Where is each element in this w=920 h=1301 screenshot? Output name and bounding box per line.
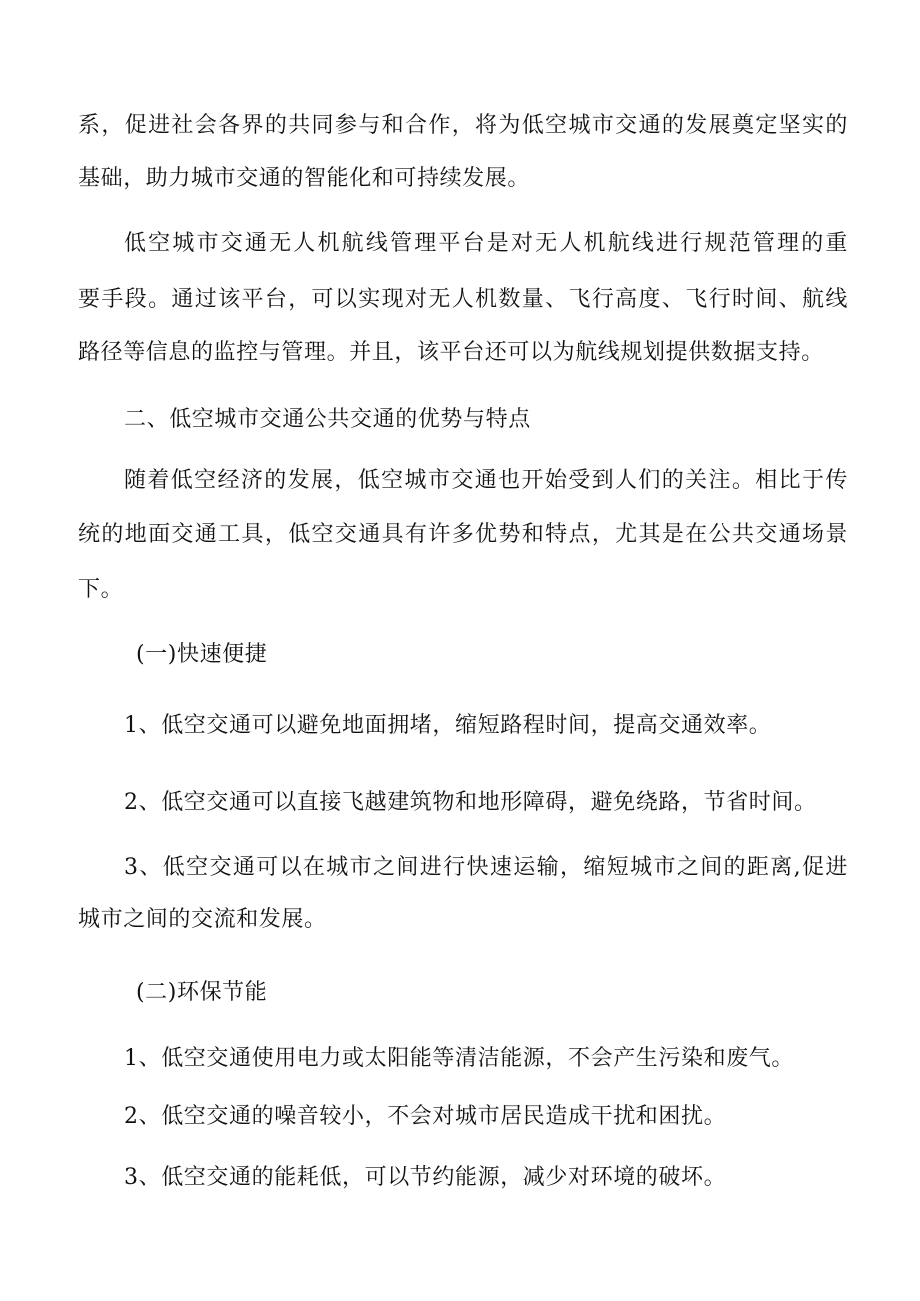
- list-item: 2、低空交通可以直接飞越建筑物和地形障碍，避免绕路，节省时间。: [124, 790, 817, 815]
- paragraph-line: 要手段。通过该平台，可以实现对无人机数量、飞行高度、飞行时间、航线: [78, 287, 848, 312]
- subsection-title: (二)环保节能: [136, 980, 268, 1005]
- paragraph-line: 统的地面交通工具，低空交通具有许多优势和特点，尤其是在公共交通场景: [78, 522, 848, 547]
- list-item: 1、低空交通使用电力或太阳能等清洁能源，不会产生污染和废气。: [124, 1046, 794, 1071]
- paragraph-line: 低空城市交通无人机航线管理平台是对无人机航线进行规范管理的重: [124, 231, 848, 256]
- list-item: 1、低空交通可以避免地面拥堵，缩短路程时间，提高交通效率。: [124, 713, 772, 738]
- paragraph-line: 路径等信息的监控与管理。并且，该平台还可以为航线规划提供数据支持。: [78, 340, 824, 365]
- paragraph-line: 系，促进社会各界的共同参与和合作，将为低空城市交通的发展奠定坚实的: [78, 113, 848, 138]
- list-item: 3、低空交通的能耗低，可以节约能源，减少对环境的破坏。: [124, 1165, 727, 1190]
- section-heading: 二、低空城市交通公共交通的优势与特点: [124, 407, 531, 432]
- list-item: 3、低空交通可以在城市之间进行快速运输，缩短城市之间的距离,促进: [124, 855, 848, 880]
- paragraph-line: 下。: [78, 577, 124, 602]
- subsection-title: (一)快速便捷: [136, 642, 268, 667]
- paragraph-line: 随着低空经济的发展，低空城市交通也开始受到人们的关注。相比于传: [124, 468, 848, 493]
- paragraph-line: 基础，助力城市交通的智能化和可持续发展。: [78, 166, 531, 191]
- list-item: 2、低空交通的噪音较小，不会对城市居民造成干扰和困扰。: [124, 1104, 727, 1129]
- list-item-continuation: 城市之间的交流和发展。: [78, 907, 327, 932]
